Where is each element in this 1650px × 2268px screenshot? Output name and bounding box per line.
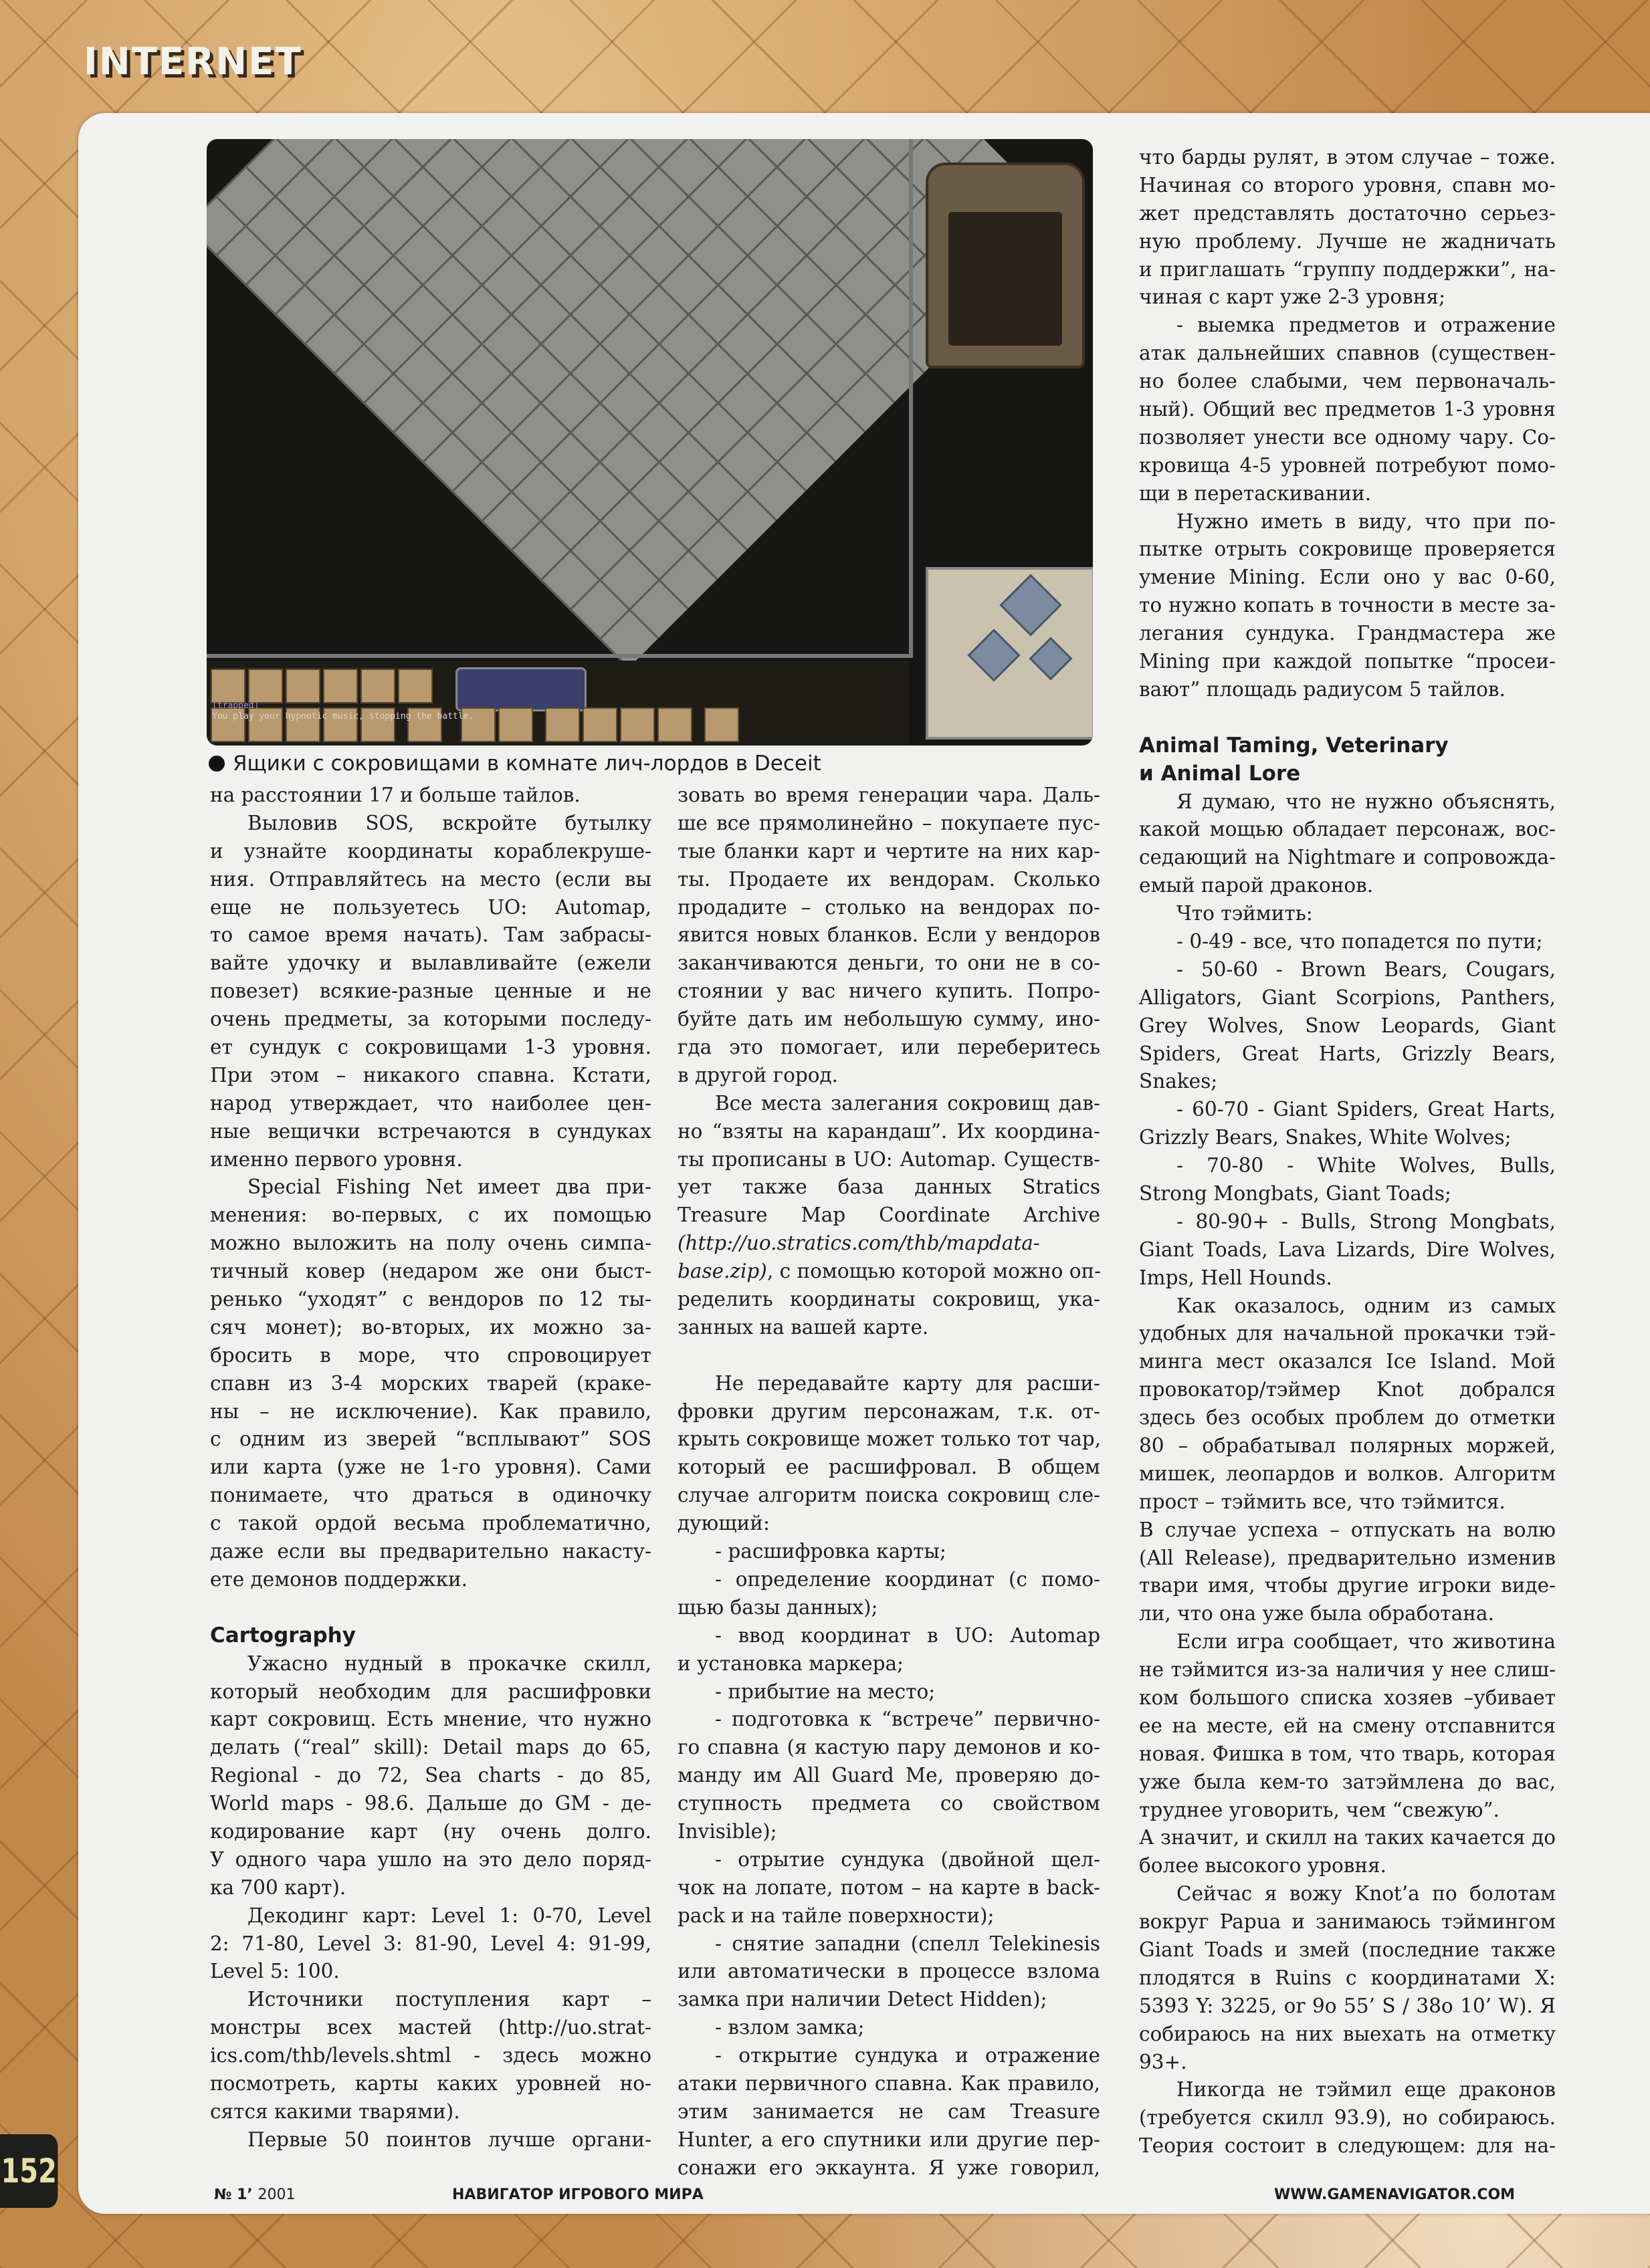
- text-line: не тэймится из-за наличия у нее слиш-: [1139, 1658, 1556, 1682]
- text-line: - 60-70 - Giant Spiders, Great Harts,: [1176, 1098, 1556, 1121]
- text-line: В случае успеха – отпускать на волю: [1139, 1518, 1556, 1541]
- text-line: щью базы данных);: [678, 1595, 878, 1619]
- text-line: ную проблему. Лучше не жадничать: [1139, 229, 1556, 253]
- text-line: ты прописаны в UO: Automap. Существ-: [678, 1147, 1100, 1171]
- text-line: фровки другим персонажам, т.к. от-: [678, 1399, 1100, 1423]
- issue-number: № 1’: [214, 2186, 253, 2203]
- text-line: делать (“real” skill): Detail maps до 65,: [210, 1736, 651, 1759]
- text-line: с одним из зверей “всплывают” SOS: [210, 1428, 651, 1451]
- game-chat: [212, 701, 493, 722]
- text-line: плодятся в Ruins с координатами X:: [1139, 1966, 1556, 1989]
- text-line: Grizzly Bears, Snakes, White Wolves;: [1139, 1126, 1512, 1149]
- text-line: го спавна (я кастую пару демонов и ко-: [678, 1736, 1100, 1759]
- text-line: - снятие западни (спелл Telekinesis: [715, 1932, 1100, 1955]
- text-line: случае алгоритм поиска сокровищ сле-: [678, 1484, 1100, 1507]
- text-line: 80 – обрабатывал полярных моржей,: [1139, 1434, 1556, 1457]
- text-line: Все места залегания сокровищ дав-: [715, 1091, 1100, 1115]
- text-line: ее на месте, ей на смену отспавнится: [1139, 1714, 1556, 1737]
- text-line: монстры всех мастей (http://uo.strat-: [210, 2016, 651, 2039]
- column-right: [1139, 144, 1556, 2160]
- text-line: Как оказалось, одним из самых: [1176, 1294, 1556, 1317]
- text-line: атак дальнейших спавнов (существен-: [1139, 342, 1556, 365]
- text-span: , с помощью которой можно оп-: [766, 1260, 1102, 1283]
- text-line: крыть сокровище может только тот чар,: [678, 1428, 1102, 1451]
- issue-year: 2001: [257, 2186, 296, 2203]
- paragraph: [1139, 1880, 1556, 2076]
- text-line: провокатор/тэймер Knot добрался: [1139, 1378, 1556, 1401]
- paragraph: [210, 1902, 651, 1987]
- text-line: тые бланки карт и чертите на них кар-: [678, 839, 1100, 863]
- text-line: гда это помогает, или переберитесь: [678, 1036, 1100, 1059]
- text-line: ше все прямолинейно – покупаете пус-: [678, 811, 1100, 834]
- text-line: - подготовка к “встрече” первично-: [715, 1708, 1100, 1731]
- column-middle: [678, 782, 1100, 2182]
- text-line: Сейчас я вожу Knot’a по болотам: [1176, 1882, 1556, 1906]
- text-line: пытке отрыть сокровище проверяется: [1139, 538, 1556, 561]
- backpack-contents: [948, 212, 1062, 346]
- spacer: [210, 1594, 651, 1622]
- text-line: Никогда не тэймил еще драконов: [1176, 2078, 1556, 2102]
- text-line: Special Fishing Net имеет два при-: [247, 1175, 651, 1199]
- text-line: При этом – никакого спавна. Кстати,: [210, 1063, 651, 1087]
- text-line: ренько “уходят” с вендоров по 12 ты-: [210, 1288, 651, 1311]
- text-line: чок на лопате, потом – на карте в back-: [678, 1876, 1100, 1899]
- paragraph: [678, 1678, 1100, 1706]
- text-line: - 0-49 - все, что попадется по пути;: [1176, 929, 1543, 953]
- paragraph: [1139, 956, 1556, 1096]
- text-line: - определение координат (с помо-: [715, 1567, 1100, 1591]
- page-number: 152: [0, 2134, 58, 2208]
- text-line: заканчиваются деньги, то они не в со-: [678, 951, 1100, 975]
- website: WWW.GAMENAVIGATOR.COM: [1274, 2186, 1516, 2203]
- text-line: вокруг Papua и занимаюсь тэймингом: [1139, 1910, 1556, 1934]
- paragraph: [1139, 1516, 1556, 1629]
- text-line: который ее расшифровал. В общем: [678, 1456, 1100, 1479]
- text-line: собираюсь на них выехать на отметку: [1139, 2022, 1556, 2045]
- text-line: но более слабыми, чем первоначаль-: [1139, 370, 1556, 393]
- text-line: на расстоянии 17 и больше тайлов.: [210, 784, 581, 806]
- text-line: - 70-80 - White Wolves, Bulls,: [1176, 1154, 1556, 1177]
- text-line: вайте удочку и вылавливайте (ежели: [210, 951, 651, 975]
- text-line: уже была кем-то затэймлена до вас,: [1139, 1770, 1556, 1793]
- text-line: то самое время начать). Там забрасы-: [210, 923, 651, 947]
- paragraph: [1139, 1292, 1556, 1516]
- text-line: даже если вы предварительно накасту-: [210, 1540, 651, 1563]
- paragraph: [210, 1986, 651, 2126]
- text-line: легания сундука. Грандмастера же: [1139, 622, 1556, 645]
- paragraph: [1139, 1628, 1556, 1824]
- text-line: ния. Отправляйтесь на место (если вы: [210, 867, 651, 891]
- text-line: - 80-90+ - Bulls, Strong Mongbats,: [1176, 1210, 1556, 1233]
- text-line: 5393 Y: 3225, or 9o 55’ S / 38o 10’ W). Я: [1139, 1994, 1556, 2017]
- text-line: [678, 1258, 1100, 1286]
- game-viewport-frame: [207, 139, 913, 658]
- text-line: с такой ордой весьма проблематично,: [210, 1512, 651, 1535]
- text-line: Grey Wolves, Snow Leopards, Giant: [1139, 1014, 1556, 1037]
- text-line: народ утверждает, что наиболее цен-: [210, 1091, 651, 1115]
- text-line: понимаете, что драться в одиночку: [210, 1484, 651, 1507]
- text-line: ует также база данных Stratics: [678, 1175, 1100, 1199]
- minimap: [926, 567, 1093, 740]
- section-heading: [1139, 732, 1556, 788]
- paragraph: [1139, 1096, 1556, 1152]
- bullet-icon: [209, 756, 225, 772]
- text-line: - расшифровка карты;: [715, 1540, 946, 1563]
- text-line: еще не пользуетесь UO: Automap,: [210, 895, 651, 919]
- text-line: кровища 4-5 уровней потребуют помо-: [1139, 453, 1556, 477]
- paragraph: [1139, 508, 1556, 704]
- paragraph: [1139, 928, 1556, 956]
- text-line: жет представлять достаточно серьез-: [1139, 201, 1556, 225]
- text-line: ка 700 карт).: [210, 1876, 346, 1899]
- text-line: сяч монет); во-вторых, их можно за-: [210, 1315, 651, 1339]
- paragraph: [1139, 312, 1556, 507]
- paragraph: [1139, 788, 1556, 901]
- text-line: какой мощью обладает персонаж, вос-: [1139, 818, 1556, 841]
- text-line: атаки первичного спавна. Как правило,: [678, 2071, 1100, 2095]
- text-line: в другой город.: [678, 1063, 839, 1087]
- paragraph: [1139, 900, 1556, 928]
- chat-tag: [trapped]: [212, 701, 260, 711]
- text-line: более высокого уровня.: [1139, 1854, 1386, 1878]
- text-line: емый парой драконов.: [1139, 874, 1374, 897]
- text-line: явится новых бланков. Если у вендоров: [678, 923, 1100, 947]
- text-line: Что тэймить:: [1176, 902, 1313, 925]
- paragraph: [1139, 1824, 1556, 1880]
- text-line: умение Mining. Если оно у вас 0-60,: [1139, 566, 1556, 589]
- italic-url: base.zip): [678, 1260, 767, 1283]
- text-line: ступность предмета со свойством: [678, 1792, 1100, 1815]
- text-line: Treasure Map Coordinate Archive: [678, 1204, 1100, 1227]
- text-line: но “взяты на карандаш”. Их координа-: [678, 1119, 1100, 1143]
- text-line: [678, 1230, 1100, 1258]
- chat-message: You play your hypnotic music, stopping the battle.: [212, 711, 474, 721]
- text-line: кодирование карт (ну очень долго.: [210, 1819, 651, 1843]
- paragraph: [210, 1173, 651, 1593]
- text-line: Источники поступления карт –: [247, 1988, 651, 2011]
- text-line: Теория состоит в следующем: для на-: [1139, 2134, 1556, 2158]
- text-line: Spiders, Great Harts, Grizzly Bears,: [1139, 1042, 1556, 1065]
- text-line: - выемка предметов и отражение: [1176, 314, 1556, 337]
- heading-line: Animal Taming, Veterinary: [1139, 733, 1449, 758]
- text-line: Imps, Hell Hounds.: [1139, 1266, 1332, 1289]
- text-line: здесь без особых проблем до отметки: [1139, 1406, 1556, 1430]
- text-line: труднее уговорить, чем “свежую”.: [1139, 1798, 1500, 1821]
- text-line: Invisible);: [678, 1819, 777, 1843]
- text-line: Snakes;: [1139, 1070, 1218, 1093]
- text-line: ные вещички встречаются в сундуках: [210, 1119, 651, 1143]
- paragraph: [678, 2014, 1100, 2042]
- text-line: именно первого уровня.: [210, 1147, 463, 1171]
- text-line: занных на вашей карте.: [678, 1315, 929, 1339]
- text-line: Alligators, Giant Scorpions, Panthers,: [1139, 986, 1556, 1009]
- text-line: то нужно копать в точности в месте за-: [1139, 594, 1556, 617]
- text-line: А значит, и скилл на таких качается до: [1139, 1826, 1556, 1849]
- text-line: и приглашать “группу поддержки”, на-: [1139, 257, 1556, 281]
- text-line: - 50-60 - Brown Bears, Cougars,: [1176, 957, 1556, 981]
- text-line: ет сундук с сокровищами 1-3 уровня.: [210, 1036, 651, 1059]
- text-line: прост – тэймить все, что тэймится.: [1139, 1490, 1506, 1513]
- paragraph: [210, 1650, 651, 1902]
- text-line: можно выложить на полу очень симпа-: [210, 1232, 651, 1255]
- magazine-name: НАВИГАТОР ИГРОВОГО МИРА: [452, 2186, 704, 2203]
- paragraph: [210, 782, 651, 810]
- text-line: 2: 71-80, Level 3: 81-90, Level 4: 91-99,: [210, 1932, 651, 1955]
- text-line: позволяет унести все одному чару. Со-: [1139, 425, 1556, 449]
- text-line: спавн из 3-4 морских тварей (краке-: [210, 1371, 651, 1395]
- text-line: Regional - до 72, Sea charts - до 85,: [210, 1764, 651, 1787]
- section-title: INTERNET: [84, 40, 302, 84]
- text-line: дующий:: [678, 1512, 770, 1535]
- text-line: ете демонов поддержки.: [210, 1567, 468, 1591]
- paragraph: [210, 2126, 651, 2154]
- issue-info: [214, 2186, 295, 2203]
- text-line: что барды рулят, в этом случае – тоже.: [1139, 146, 1556, 168]
- text-line: стоянии у вас ничего купить. Попро-: [678, 980, 1100, 1003]
- text-line: который необходим для расшифровки: [210, 1680, 651, 1703]
- text-line: Нужно иметь в виду, что при по-: [1176, 509, 1556, 533]
- text-line: - взлом замка;: [715, 2016, 865, 2039]
- text-line: вают” площадь радиусом 5 тайлов.: [1139, 677, 1506, 701]
- text-line: 93+.: [1139, 2050, 1187, 2073]
- text-line: посмотреть, карты каких уровней но-: [210, 2071, 651, 2095]
- text-line: этим занимается не сам Treasure: [678, 2100, 1100, 2123]
- text-line: очень предметы, за которыми последу-: [210, 1008, 651, 1031]
- text-line: карт сокровищ. Есть мнение, что нужно: [210, 1708, 651, 1731]
- text-line: повезет) всякие-разные ценные и не: [210, 980, 651, 1003]
- text-line: (All Release), предварительно изменив: [1139, 1546, 1556, 1569]
- paragraph: [678, 1538, 1100, 1566]
- text-line: Выловив SOS, вскройте бутылку: [247, 811, 651, 834]
- figure-caption: [209, 750, 821, 778]
- text-line: или автоматически в процессе взлома: [678, 1960, 1100, 1983]
- italic-url: (http://uo.stratics.com/thb/mapdata-: [678, 1232, 1040, 1255]
- text-line: сонажи его эккаунта. Я уже говорил,: [678, 2156, 1100, 2179]
- paragraph: [678, 1846, 1100, 1930]
- text-line: и узнайте координаты кораблекруше-: [210, 839, 651, 863]
- text-line: - отрытие сундука (двойной щел-: [715, 1847, 1100, 1871]
- text-line: Ужасно нудный в прокачке скилл,: [247, 1652, 651, 1675]
- text-line: У одного чара ушло на это дело поряд-: [210, 1847, 651, 1871]
- paragraph: [1139, 144, 1556, 312]
- text-line: - ввод координат в UO: Automap: [715, 1623, 1100, 1647]
- heading-line: Cartography: [210, 1623, 356, 1648]
- text-line: ны – не исключение). Как правило,: [210, 1399, 651, 1423]
- text-line: щи в перетаскивании.: [1139, 481, 1371, 505]
- spacer: [678, 1342, 1100, 1370]
- paragraph: [1139, 1208, 1556, 1292]
- text-line: седающий на Nightmare и сопровожда-: [1139, 846, 1556, 869]
- text-line: Первые 50 поинтов лучше органи-: [247, 2128, 651, 2151]
- text-line: ком большого списка хозяев –убивает: [1139, 1686, 1556, 1710]
- text-line: замка при наличии Detect Hidden);: [678, 1988, 1047, 2011]
- text-line: буйте дать им небольшую сумму, ино-: [678, 1008, 1100, 1031]
- text-line: или карта (уже не 1-го уровня). Сами: [210, 1456, 651, 1479]
- text-line: Не передавайте карту для расши-: [715, 1371, 1100, 1395]
- text-line: менения: во-первых, с их помощью: [210, 1204, 651, 1227]
- paragraph: [678, 1090, 1100, 1342]
- text-line: тичный ковер (недаром же они быст-: [210, 1260, 651, 1283]
- text-line: Если игра сообщает, что животина: [1176, 1630, 1556, 1654]
- text-line: ты. Продаете их вендорам. Сколько: [678, 867, 1100, 891]
- text-line: ics.com/thb/levels.shtml - здесь можно: [210, 2044, 651, 2067]
- backpack-container: [926, 162, 1085, 368]
- heading-line: и Animal Lore: [1139, 761, 1301, 786]
- text-line: минга мест оказался Ice Island. Мой: [1139, 1350, 1556, 1373]
- paragraph: [678, 1370, 1100, 1538]
- text-line: твари имя, чтобы другие игроки виде-: [1139, 1574, 1556, 1597]
- paragraph: [678, 1566, 1100, 1622]
- text-line: Giant Toads и змей (последние также: [1139, 1938, 1556, 1962]
- caption-text: Ящики с сокровищами в комнате лич-лордов в Deceit: [233, 752, 821, 776]
- text-line: pack и на тайле поверхности);: [678, 1904, 995, 1927]
- text-line: удобных для начальной прокачки тэй-: [1139, 1322, 1556, 1345]
- text-line: новая. Фишка в том, что тварь, которая: [1139, 1742, 1556, 1765]
- text-line: - открытие сундука и отражение: [715, 2044, 1100, 2067]
- text-line: продадите – столько на вендорах по-: [678, 895, 1100, 919]
- text-line: Hunter, а его спутники или другие пер-: [678, 2128, 1100, 2151]
- text-line: (требуется скилл 93.9), но собираюсь.: [1139, 2106, 1556, 2130]
- text-line: - прибытие на место;: [715, 1680, 936, 1703]
- paragraph: [678, 1622, 1100, 1678]
- text-line: World maps - 98.6. Дальше до GM - де-: [210, 1792, 651, 1815]
- text-line: Level 5: 100.: [210, 1960, 340, 1983]
- paragraph: [678, 1706, 1100, 1845]
- paragraph: [210, 810, 651, 1174]
- text-line: ределить координаты сокровищ, ука-: [678, 1288, 1100, 1311]
- paragraph: [678, 1930, 1100, 2015]
- text-line: и установка маркера;: [678, 1652, 904, 1675]
- text-line: Giant Toads, Lava Lizards, Dire Wolves,: [1139, 1238, 1556, 1261]
- text-line: Strong Mongbats, Giant Toads;: [1139, 1181, 1451, 1205]
- text-line: Начиная со второго уровня, спавн мо-: [1139, 173, 1556, 197]
- column-left: [210, 782, 651, 2154]
- text-line: ный). Общий вес предметов 1-3 уровня: [1139, 398, 1556, 421]
- paragraph: [1139, 1152, 1556, 1208]
- text-line: ли, что она уже была обработана.: [1139, 1602, 1494, 1625]
- paragraph: [678, 782, 1100, 1090]
- paragraph: [1139, 2076, 1556, 2160]
- paragraph: [678, 2042, 1100, 2182]
- text-line: Mining при каждой попытке “просеи-: [1139, 650, 1556, 673]
- section-heading: [210, 1622, 651, 1650]
- text-line: мишек, леопардов и волков. Алгоритм: [1139, 1462, 1556, 1485]
- text-line: сятся какими тварями).: [210, 2100, 460, 2123]
- text-line: чиная с карт уже 2-3 уровня;: [1139, 286, 1445, 309]
- text-line: бросить в море, что спровоцирует: [210, 1343, 651, 1367]
- text-line: Декодинг карт: Level 1: 0-70, Level: [247, 1904, 651, 1927]
- game-screenshot: [207, 139, 1093, 746]
- text-line: Я думаю, что не нужно объяснять,: [1176, 790, 1556, 813]
- text-line: зовать во время генерации чара. Даль-: [678, 784, 1100, 806]
- spacer: [1139, 704, 1556, 732]
- text-line: манду им All Guard Me, проверяю до-: [678, 1764, 1100, 1787]
